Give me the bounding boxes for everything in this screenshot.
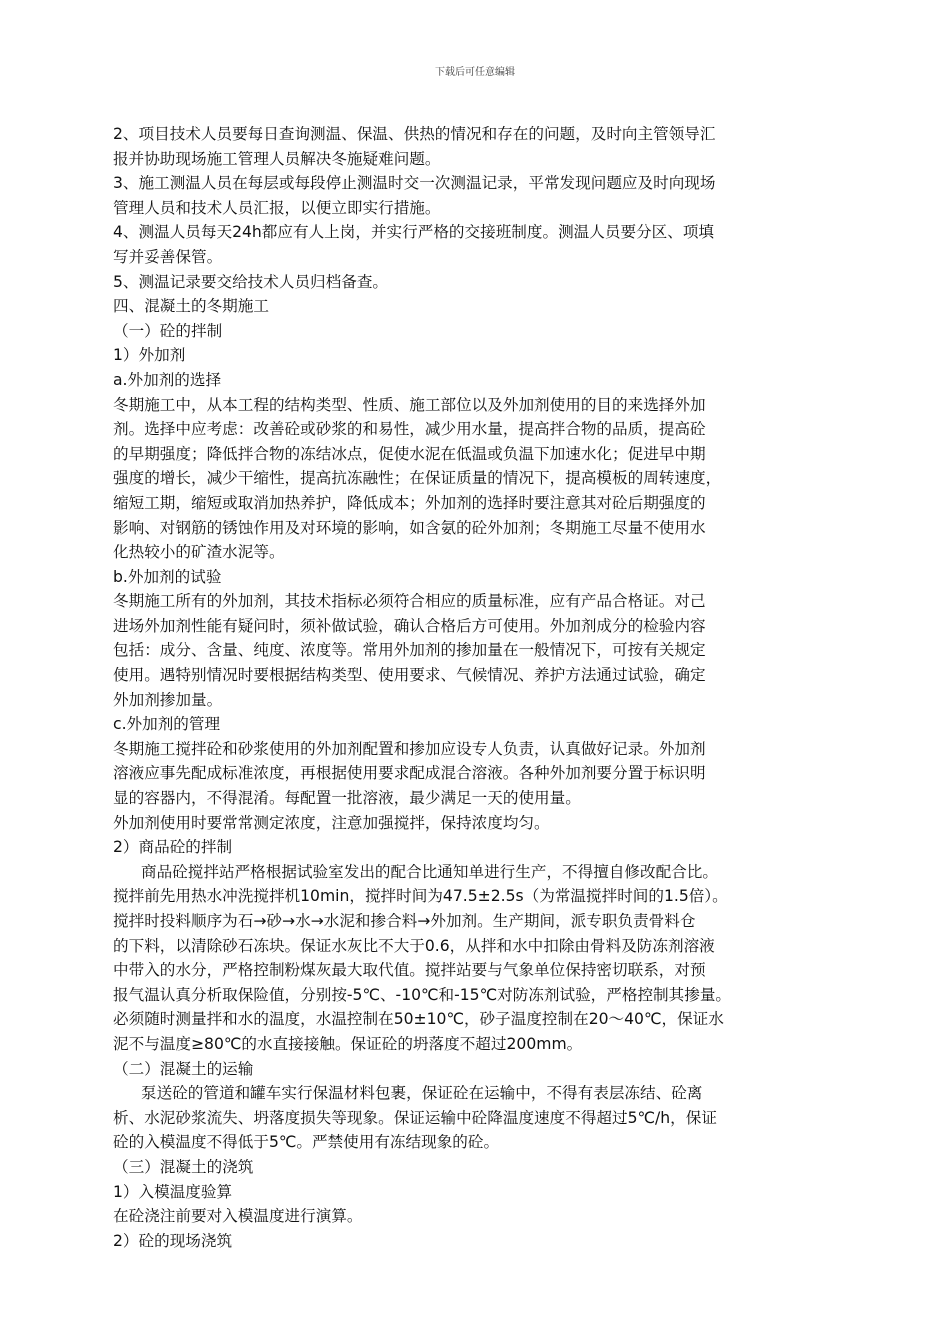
text-line: 强度的增长，减少干缩性，提高抗冻融性；在保证质量的情况下，提高模板的周转速度， xyxy=(113,469,722,488)
text-line: 中带入的水分，严格控制粉煤灰最大取代值。搅拌站要与气象单位保持密切联系，对预 xyxy=(113,961,706,980)
text-line: 的早期强度；降低拌合物的冻结冰点，促使水泥在低温或负温下加速水化；促进早中期 xyxy=(113,444,706,463)
text-line: 外加剂使用时要常常测定浓度，注意加强搅拌，保持浓度均匀。 xyxy=(113,813,550,832)
text-line: 使用。遇特别情况时要根据结构类型、使用要求、气候情况、养护方法通过试验，确定 xyxy=(113,666,706,685)
text-line: （三）混凝土的浇筑 xyxy=(113,1157,254,1176)
text-line: 搅拌前先用热水冲洗搅拌机10min，搅拌时间为47.5±2.5s（为常温搅拌时间的1.5倍）。 xyxy=(113,887,728,906)
text-line: 2）商品砼的拌制 xyxy=(113,838,233,857)
text-line: 四、混凝土的冬期施工 xyxy=(113,297,269,316)
page-header: 下载后可任意编辑 xyxy=(435,67,515,78)
text-line: 进场外加剂性能有疑问时，须补做试验，确认合格后方可使用。外加剂成分的检验内容 xyxy=(113,616,706,635)
document-body xyxy=(113,122,848,1253)
text-line: 必须随时测量拌和水的温度，水温控制在50±10℃，砂子温度控制在20～40℃，保证水 xyxy=(113,1010,724,1029)
text-line: 4、测温人员每天24h都应有人上岗，并实行严格的交接班制度。测温人员要分区、项填 xyxy=(113,223,715,242)
text-line: 2）砼的现场浇筑 xyxy=(113,1231,233,1250)
text-line: 3、施工测温人员在每层或每段停止测温时交一次测温记录，平常发现问题应及时向现场 xyxy=(113,174,716,193)
text-line: 影响、对钢筋的锈蚀作用及对环境的影响，如含氨的砼外加剂；冬期施工尽量不使用水 xyxy=(113,518,706,537)
text-line: 搅拌时投料顺序为石→砂→水→水泥和掺合料→外加剂。生产期间，派专职负责骨料仓 xyxy=(113,912,696,930)
text-line: 泵送砼的管道和罐车实行保温材料包裹，保证砼在运输中，不得有表层冻结、砼离 xyxy=(141,1084,703,1103)
text-line: 砼的入模温度不得低于5℃。严禁使用有冻结现象的砼。 xyxy=(113,1133,500,1152)
text-line: 商品砼搅拌站严格根据试验室发出的配合比通知单进行生产，不得擅自修改配合比。 xyxy=(141,862,718,881)
text-line: 管理人员和技术人员汇报，以便立即实行措施。 xyxy=(113,198,441,217)
text-line: 包括：成分、含量、纯度、浓度等。常用外加剂的掺加量在一般情况下，可按有关规定 xyxy=(113,641,706,660)
text-line: （二）混凝土的运输 xyxy=(113,1059,254,1078)
text-line: （一）砼的拌制 xyxy=(113,321,223,340)
text-line: 在砼浇注前要对入模温度进行演算。 xyxy=(113,1207,363,1226)
text-line: 的下料，以清除砂石冻块。保证水灰比不大于0.6，从拌和水中扣除由骨料及防冻剂溶液 xyxy=(113,936,715,955)
text-line: c.外加剂的管理 xyxy=(113,715,221,734)
text-line: 冬期施工中，从本工程的结构类型、性质、施工部位以及外加剂使用的目的来选择外加 xyxy=(113,395,706,414)
text-line: 报气温认真分析取保险值，分别按-5℃、-10℃和-15℃对防冻剂试验，严格控制其掺量。 xyxy=(113,985,732,1004)
text-line: 溶液应事先配成标准浓度，再根据使用要求配成混合溶液。各种外加剂要分置于标识明 xyxy=(113,764,706,783)
text-line: b.外加剂的试验 xyxy=(113,567,222,586)
text-line: 1）外加剂 xyxy=(113,346,186,365)
text-line: 写并妥善保管。 xyxy=(113,247,223,266)
text-line: 泥不与温度≥80℃的水直接接触。保证砼的坍落度不超过200mm。 xyxy=(113,1034,583,1053)
text-line: 外加剂掺加量。 xyxy=(113,690,223,709)
text-line: 缩短工期，缩短或取消加热养护，降低成本；外加剂的选择时要注意其对砼后期强度的 xyxy=(113,493,706,512)
text-line: 报并协助现场施工管理人员解决冬施疑难问题。 xyxy=(113,149,441,168)
text-line: 剂。选择中应考虑：改善砼或砂浆的和易性，减少用水量，提高拌合物的品质，提高砼 xyxy=(113,420,706,439)
text-line: 2、项目技术人员要每日查询测温、保温、供热的情况和存在的问题，及时向主管领导汇 xyxy=(113,125,716,143)
text-line: 化热较小的矿渣水泥等。 xyxy=(113,543,285,562)
text-line: 冬期施工所有的外加剂，其技术指标必须符合相应的质量标准，应有产品合格证。对己 xyxy=(113,592,706,611)
text-line: 冬期施工搅拌砼和砂浆使用的外加剂配置和掺加应设专人负责，认真做好记录。外加剂 xyxy=(113,739,706,758)
text-line: 5、测温记录要交给技术人员归档备查。 xyxy=(113,272,389,291)
text-line: a.外加剂的选择 xyxy=(113,370,222,389)
text-line: 析、水泥砂浆流失、坍落度损失等现象。保证运输中砼降温度速度不得超过5℃/h，保证 xyxy=(113,1108,717,1127)
text-line: 1）入模温度验算 xyxy=(113,1182,233,1201)
text-line: 显的容器内，不得混淆。每配置一批溶液，最少满足一天的使用量。 xyxy=(113,789,581,808)
